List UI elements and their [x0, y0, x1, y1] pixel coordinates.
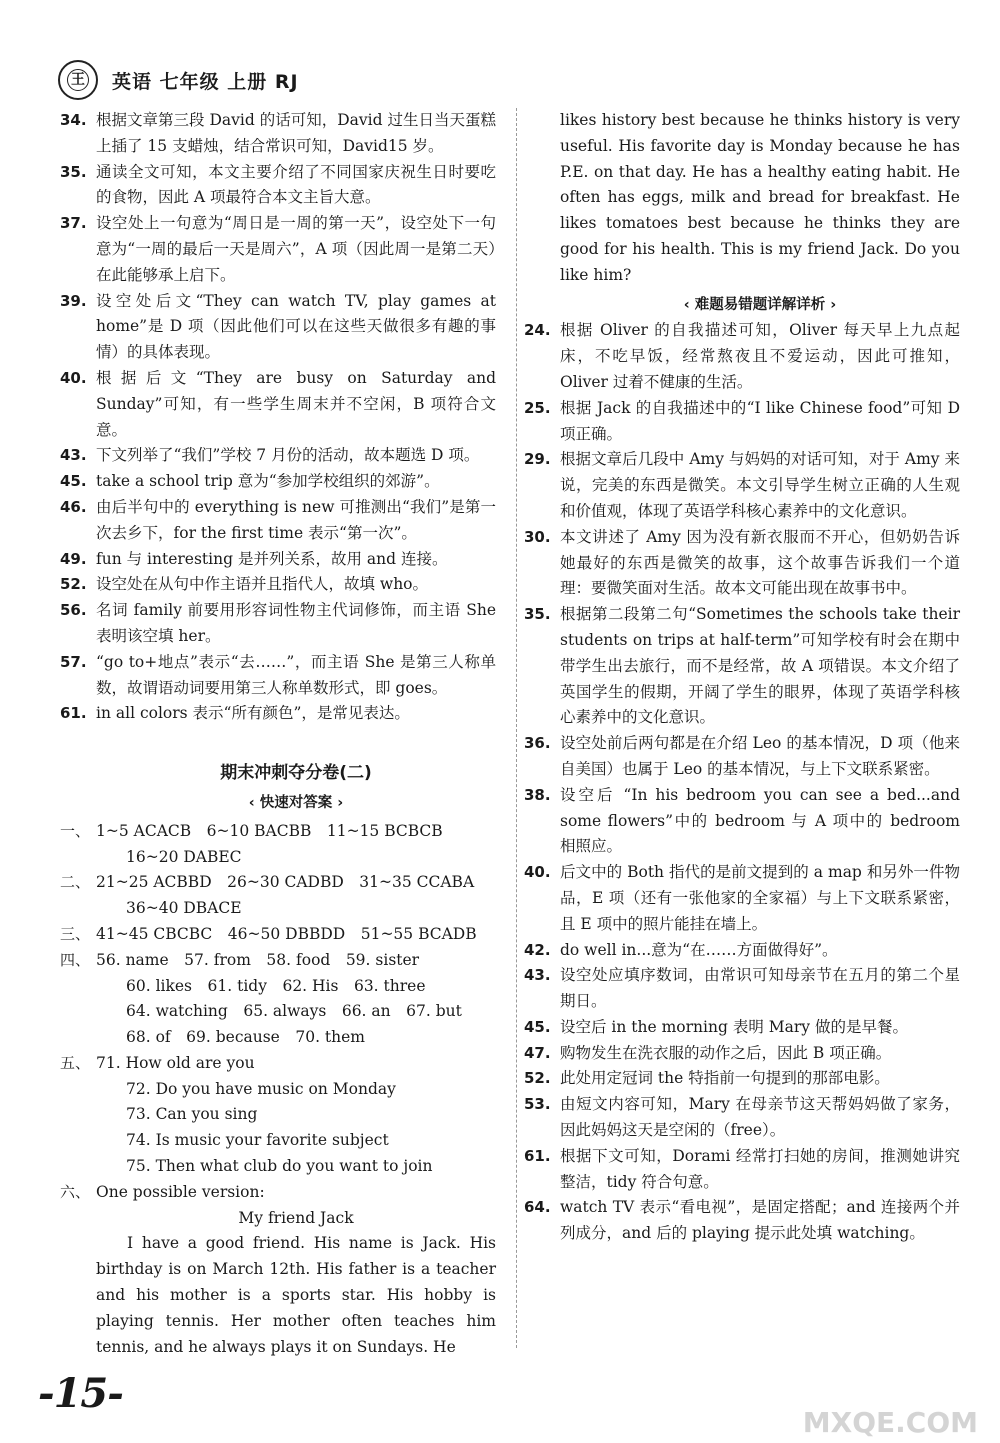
item-number: 45.: [60, 472, 87, 491]
answer-line-text: 36~40 DBACE: [126, 899, 242, 918]
item-text: 此处用定冠词 the 特指前一句提到的那部电影。: [560, 1069, 890, 1088]
answer-item: [60, 469, 496, 495]
answer-item: [524, 1092, 960, 1144]
answer-line-text: 72. Do you have music on Monday: [126, 1079, 396, 1098]
item-text: 购物发生在洗衣服的动作之后，因此 B 项正确。: [560, 1043, 892, 1062]
item-text: 下文列举了“我们”学校 7 月份的活动，故本题选 D 项。: [96, 446, 480, 465]
item-number: 36.: [524, 734, 551, 753]
answer-section-label: 一、: [60, 821, 91, 840]
analysis-label: 难题易错题详解详析: [694, 296, 826, 313]
essay-text-right: likes history best because he thinks history is very useful. His favorite day is Monday because he has P.E. on that day. He has a healthy eating habit. He often has eggs, milk and bread for breakfast. He likes tomatoes best because he thinks they are good for his health. This is my friend Jack. Do you like him?: [560, 111, 960, 284]
section-title: 期末冲刺夺分卷(二): [220, 763, 372, 784]
answer-item: [524, 963, 960, 1015]
item-text: 设空处在从句中作主语并且指代人，故填 who。: [96, 575, 429, 594]
quick-answer-line: [96, 1102, 496, 1128]
item-number: 61.: [60, 704, 87, 723]
item-number: 43.: [524, 966, 551, 985]
answer-line-text: 1~5 ACACB 6~10 BACBB 11~15 BCBCB: [96, 821, 443, 840]
answer-item: [60, 495, 496, 547]
quick-answer-line: [96, 845, 496, 871]
quick-answer-line: [60, 870, 496, 896]
quick-answer-line: [60, 1051, 496, 1077]
answer-item: [60, 701, 496, 727]
item-number: 57.: [60, 652, 87, 671]
answer-item: [524, 731, 960, 783]
item-number: 35.: [60, 162, 87, 181]
answer-item: [60, 289, 496, 366]
item-text: 根据文章后几段中 Amy 与妈妈的对话可知，对于 Amy 来说，完美的东西是微笑。本文引导学生树立正确的人生观和价值观，体现了英语学科核心素养中的文化意识。: [560, 450, 960, 520]
essay-title: My friend Jack: [238, 1208, 354, 1227]
answer-item: [60, 366, 496, 443]
left-column: [60, 108, 496, 1360]
item-number: 35.: [524, 605, 551, 624]
column-divider: [516, 108, 517, 1348]
quick-answer-line: [60, 819, 496, 845]
answer-item: [524, 1195, 960, 1247]
answer-line-text: 64. watching 65. always 66. an 67. but: [126, 1002, 462, 1021]
answer-line-text: 16~20 DABEC: [126, 847, 242, 866]
quick-answer-line: [96, 1128, 496, 1154]
answer-item: [60, 572, 496, 598]
item-text: 名词 family 前要用形容词性物主代词修饰，而主语 She 表明该空填 her。: [96, 601, 496, 645]
item-text: 由短文内容可知，Mary 在母亲节这天帮妈妈做了家务，因此妈妈这天是空闲的（free）。: [560, 1095, 960, 1140]
item-number: 42.: [524, 940, 551, 959]
quick-answer-line: [96, 1077, 496, 1103]
answer-item: [60, 211, 496, 288]
answer-item: [524, 1144, 960, 1196]
item-number: 39.: [60, 291, 87, 310]
item-text: 本文讲述了 Amy 因为没有新衣服而不开心，但奶奶告诉她最好的东西是微笑的故事，这个故事告诉我们一个道理：要微笑面对生活。故本文可能出现在故事书中。: [560, 527, 960, 598]
item-text: 设空后 in the morning 表明 Mary 做的是早餐。: [560, 1017, 908, 1036]
answer-section-label: 五、: [60, 1053, 91, 1072]
answer-item: [60, 160, 496, 212]
page-number: -15-: [38, 1370, 123, 1417]
item-number: 45.: [524, 1017, 551, 1036]
item-number: 30.: [524, 527, 551, 546]
answer-item: [60, 443, 496, 469]
answer-line-text: 60. likes 61. tidy 62. His 63. three: [126, 976, 426, 995]
answer-section-label: 三、: [60, 924, 91, 943]
left-answer-list: [60, 108, 496, 727]
item-text: 根据 Oliver 的自我描述可知，Oliver 每天早上九点起床，不吃早饭，经常熬夜且不爱运动，因此可推知，Oliver 过着不健康的生活。: [560, 321, 960, 391]
answer-item: [60, 650, 496, 702]
item-text: 根据第二段第二句“Sometimes the schools take their students on trips at half-term”可知学校有时会在期中带学生出去旅行，而不是经常，故 A 项错误。本文介绍了英国学生的假期，开阔了学生的眼界，体现了英语学科核心素养中的文化意识。: [560, 605, 960, 727]
watermark-logo-icon: [750, 1390, 980, 1438]
right-column: [524, 108, 960, 1247]
item-text: 设空处上一句意为“周日是一周的第一天”，设空处下一句意为“一周的最后一天是周六”，A 项（因此周一是第二天）在此能够承上启下。: [96, 214, 496, 284]
quick-answer-list: [60, 819, 496, 1180]
answer-line-text: 41~45 CBCBC 46~50 DBBDD 51~55 BCADB: [96, 924, 477, 943]
answer-item: [524, 447, 960, 524]
answer-item: [524, 1015, 960, 1041]
answer-section-label: 四、: [60, 950, 91, 969]
analysis-title: ‹ 难题易错题详解详析 ›: [683, 296, 837, 313]
writing-intro: One possible version:: [96, 1182, 265, 1201]
item-text: 设空处后文“They can watch TV, play games at home”是 D 项（因此他们可以在这些天做很多有趣的事情）的具体表现。: [96, 291, 496, 362]
quick-answers-label: 快速对答案: [259, 794, 333, 811]
quick-answer-line: [96, 1154, 496, 1180]
quick-answer-line: [60, 948, 496, 974]
item-text: 后文中的 Both 指代的是前文提到的 a map 和另外一件物品，E 项（还有一张他家的全家福）与上下文联系紧密，且 E 项中的照片能挂在墙上。: [560, 863, 960, 933]
item-number: 64.: [524, 1198, 551, 1217]
item-number: 24.: [524, 321, 551, 340]
answer-item: [524, 783, 960, 860]
item-text: 根据下文可知，Dorami 经常打扫她的房间，推测她讲究整洁，tidy 符合句意。: [560, 1146, 960, 1191]
item-text: take a school trip 意为“参加学校组织的郊游”。: [96, 472, 440, 491]
item-number: 25.: [524, 398, 551, 417]
item-number: 49.: [60, 549, 87, 568]
essay-text-left: I have a good friend. His name is Jack. His birthday is on March 12th. His father is a teacher and his mother is a sports star. His hobby is playing tennis. Her mother often teaches him tennis, and he always plays it on Sundays. He: [96, 1234, 496, 1356]
item-number: 47.: [524, 1043, 551, 1062]
item-text: 设空后 “In his bedroom you can see a bed...and some flowers”中的 bedroom 与 A 项中的 bedroom 相照应。: [560, 785, 960, 856]
right-answer-list: [524, 318, 960, 1247]
item-number: 46.: [60, 497, 87, 516]
item-text: in all colors 表示“所有颜色”，是常见表达。: [96, 704, 410, 723]
quick-answer-line: [60, 922, 496, 948]
answer-item: [524, 396, 960, 448]
answer-line-text: 71. How old are you: [96, 1053, 255, 1072]
answer-line-text: 68. of 69. because 70. them: [126, 1028, 366, 1047]
quick-answer-line: [96, 999, 496, 1025]
writing-intro-line: [60, 1180, 496, 1206]
item-text: fun 与 interesting 是并列关系，故用 and 连接。: [96, 549, 448, 568]
item-number: 40.: [524, 863, 551, 882]
answer-item: [524, 1041, 960, 1067]
item-text: do well in...意为“在……方面做得好”。: [560, 940, 838, 959]
item-text: 设空处前后两句都是在介绍 Leo 的基本情况，D 项（他来自美国）也属于 Leo 的基本情况，与上下文联系紧密。: [560, 734, 960, 778]
answer-item: [524, 860, 960, 937]
item-number: 40.: [60, 368, 87, 387]
answer-line-text: 75. Then what club do you want to join: [126, 1157, 433, 1176]
page-header: [58, 60, 299, 100]
answer-item: [60, 108, 496, 160]
item-number: 38.: [524, 785, 551, 804]
writing-label: 六、: [60, 1182, 91, 1201]
item-number: 52.: [524, 1069, 551, 1088]
quick-answer-line: [96, 896, 496, 922]
header-title: 英语 七年级 上册 RJ: [112, 70, 299, 93]
answer-item: [524, 318, 960, 395]
item-text: 根据后文“They are busy on Saturday and Sunday”可知，有一些学生周末并不空闲，B 项符合文意。: [96, 368, 496, 439]
quick-answer-line: [96, 1025, 496, 1051]
item-number: 37.: [60, 214, 87, 233]
answer-line-text: 21~25 ACBBD 26~30 CADBD 31~35 CCABA: [96, 873, 475, 892]
item-text: watch TV 表示“看电视”，是固定搭配；and 连接两个并列成分，and 后的 playing 提示此处填 watching。: [560, 1198, 960, 1243]
quick-answer-line: [96, 974, 496, 1000]
item-number: 52.: [60, 575, 87, 594]
item-number: 43.: [60, 446, 87, 465]
item-text: 由后半句中的 everything is new 可推测出“我们”是第一次去乡下，for the first time 表示“第一次”。: [96, 497, 496, 542]
answer-line-text: 73. Can you sing: [126, 1105, 258, 1124]
item-number: 56.: [60, 601, 87, 620]
answer-item: [524, 938, 960, 964]
item-number: 29.: [524, 450, 551, 469]
item-text: 根据 Jack 的自我描述中的“I like Chinese food”可知 D 项正确。: [560, 398, 960, 443]
item-number: 61.: [524, 1146, 551, 1165]
answer-section-label: 二、: [60, 873, 91, 892]
answer-line-text: 56. name 57. from 58. food 59. sister: [96, 950, 420, 969]
item-number: 34.: [60, 111, 87, 129]
publisher-logo-icon: 王: [58, 60, 98, 100]
quick-answers-title: ‹ 快速对答案 ›: [248, 794, 344, 811]
watermark-text: MXQE.COM: [802, 1406, 978, 1438]
item-text: “go to+地点”表示“去……”，而主语 She 是第三人称单数，故谓语动词要用第三人称单数形式，即 goes。: [96, 652, 496, 697]
item-text: 根据文章第三段 David 的话可知，David 过生日当天蛋糕上插了 15 支蜡烛，结合常识可知，David15 岁。: [96, 111, 496, 155]
item-text: 设空处应填序数词，由常识可知母亲节在五月的第二个星期日。: [560, 966, 960, 1011]
answer-item: [524, 525, 960, 602]
answer-item: [60, 547, 496, 573]
answer-line-text: 74. Is music your favorite subject: [126, 1131, 389, 1150]
answer-item: [524, 602, 960, 731]
answer-item: [524, 1066, 960, 1092]
item-number: 53.: [524, 1095, 551, 1114]
answer-item: [60, 598, 496, 650]
item-text: 通读全文可知，本文主要介绍了不同国家庆祝生日时要吃的食物，因此 A 项最符合本文主旨大意。: [96, 162, 496, 207]
